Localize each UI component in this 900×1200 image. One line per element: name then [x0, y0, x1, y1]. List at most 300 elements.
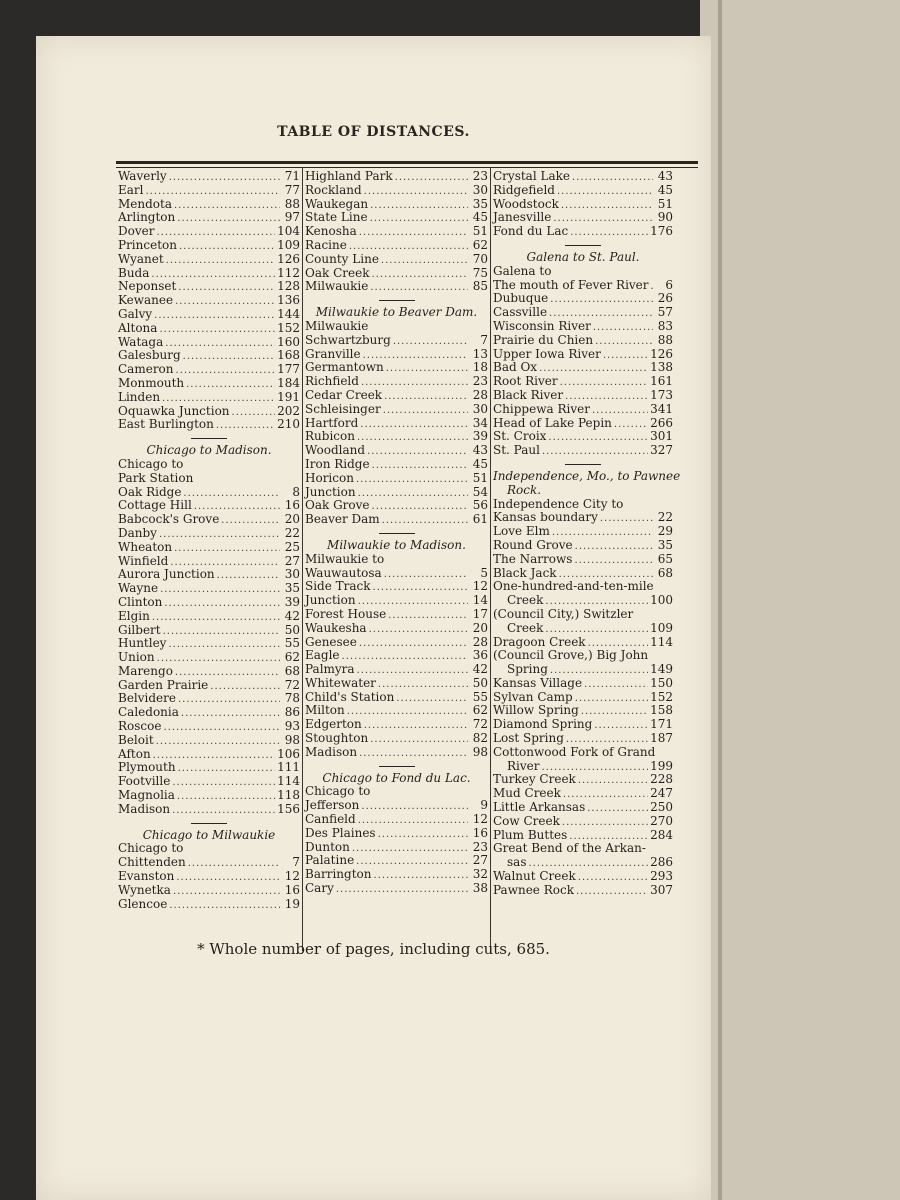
leader-dots — [570, 226, 648, 240]
distance-value: 51 — [472, 224, 488, 239]
leader-dots — [370, 199, 468, 213]
leader-dots — [166, 254, 275, 268]
distance-value: 85 — [472, 279, 488, 294]
place-name: Head of Lake Pepin — [493, 415, 612, 430]
place-name: Clinton — [118, 594, 163, 609]
distance-list — [305, 170, 488, 294]
leader-dots — [574, 554, 653, 568]
leader-dots — [154, 309, 275, 323]
place-name: East Burlington — [118, 417, 214, 432]
place-name: Elgin — [118, 608, 150, 623]
distance-entry-wrap — [493, 856, 673, 870]
place-name: Sylvan Camp — [493, 689, 573, 704]
distance-entry — [305, 594, 488, 608]
distance-entry — [118, 734, 300, 748]
place-name: Marengo — [118, 663, 173, 678]
place-name: Junction — [305, 593, 356, 608]
place-name: Canfield — [305, 812, 356, 827]
place-name: Oquawka Junction — [118, 403, 230, 418]
place-name: Evanston — [118, 869, 175, 884]
distance-entry — [118, 513, 300, 527]
distance-entry — [118, 280, 300, 294]
leader-dots — [578, 871, 648, 885]
heading-rule-thick — [116, 161, 698, 164]
leader-dots — [163, 625, 280, 639]
place-name: Forest House — [305, 606, 387, 621]
distance-entry — [118, 363, 300, 377]
distance-entry — [118, 336, 300, 350]
section-title: Chicago to Madison. — [146, 443, 272, 458]
leader-dots — [359, 226, 468, 240]
distance-value: 71 — [284, 169, 300, 183]
leader-dots — [561, 199, 653, 213]
distance-entry — [493, 444, 673, 458]
place-name: Love Elm — [493, 524, 550, 539]
distance-value: 62 — [284, 650, 300, 665]
distance-value: 70 — [472, 251, 488, 266]
place-name: Galesburg — [118, 348, 181, 363]
distance-entry — [118, 582, 300, 596]
leader-dots — [186, 378, 275, 392]
place-name: Prairie du Chien — [493, 332, 594, 347]
leader-dots — [217, 569, 280, 583]
distance-entry — [305, 718, 488, 732]
distance-entry — [493, 732, 673, 746]
section-separator — [379, 766, 415, 767]
leader-dots — [181, 707, 280, 721]
leader-dots — [372, 459, 468, 473]
route-intro: Chicago to — [305, 784, 371, 799]
entry-name-line: (Council City,) Switzler — [493, 606, 634, 621]
route-intro: Independence City to — [493, 496, 624, 511]
place-name: St. Paul — [493, 443, 540, 458]
distance-value: 144 — [277, 306, 300, 321]
distance-entry — [493, 375, 673, 389]
place-name: Danby — [118, 525, 157, 540]
distance-value: 26 — [657, 291, 673, 306]
distance-entry — [305, 486, 488, 500]
place-name: Kenosha — [305, 224, 357, 239]
leader-dots — [560, 376, 648, 390]
distance-list — [305, 799, 488, 896]
leader-dots — [595, 335, 653, 349]
distance-value: 77 — [284, 182, 300, 197]
place-name: Wauwautosa — [305, 565, 382, 580]
place-name: Milwaukie — [305, 279, 369, 294]
distance-value: 20 — [472, 620, 488, 635]
distance-entry — [305, 567, 488, 581]
distance-list — [305, 567, 488, 760]
entry-name-line: (Council Grove,) Big John — [493, 648, 649, 663]
route-intro: Park Station — [118, 470, 194, 485]
distance-value: 86 — [284, 705, 300, 720]
place-name: Buda — [118, 265, 150, 280]
place-name: Caledonia — [118, 705, 179, 720]
distance-entry — [118, 211, 300, 225]
place-name: Whitewater — [305, 675, 376, 690]
distance-value: 202 — [277, 403, 300, 418]
leader-dots — [152, 611, 280, 625]
book-page — [36, 36, 711, 1200]
distance-value: 228 — [650, 772, 673, 787]
place-name: Princeton — [118, 237, 177, 252]
distance-value: 62 — [472, 703, 488, 718]
place-name: Rockland — [305, 182, 362, 197]
distance-entry — [118, 775, 300, 789]
distance-entry — [305, 663, 488, 677]
place-name: Bad Ox — [493, 360, 538, 375]
place-name: State Line — [305, 210, 368, 225]
place-name: River — [507, 758, 540, 773]
footnote: * Whole number of pages, including cuts, 685. — [197, 940, 550, 958]
distance-list — [493, 677, 673, 746]
distance-entry — [305, 211, 488, 225]
distance-entry — [493, 773, 673, 787]
distance-entry — [493, 718, 673, 732]
leader-dots — [396, 692, 468, 706]
distance-entry — [305, 267, 488, 281]
place-name: Waverly — [118, 169, 167, 183]
distance-value: 138 — [650, 360, 673, 375]
distance-value: 23 — [472, 169, 488, 183]
leader-dots — [359, 637, 468, 651]
distance-value: 149 — [650, 662, 673, 677]
leader-dots — [188, 857, 280, 871]
place-name: Afton — [118, 746, 151, 761]
distance-value: 106 — [277, 746, 300, 761]
section-title: Independence, Mo., to Pawnee — [493, 468, 681, 483]
distance-entry — [118, 679, 300, 693]
leader-dots — [210, 680, 280, 694]
leader-dots — [593, 321, 653, 335]
leader-dots — [384, 568, 468, 582]
distance-entry — [493, 856, 673, 870]
distance-entry — [305, 854, 488, 868]
distance-value: 36 — [472, 648, 488, 663]
place-name: Wheaton — [118, 539, 173, 554]
distance-entry — [118, 267, 300, 281]
distance-value: 68 — [657, 565, 673, 580]
distance-value: 98 — [472, 744, 488, 759]
distance-entry — [305, 334, 488, 348]
leader-dots — [575, 692, 648, 706]
place-name: Dubuque — [493, 291, 549, 306]
distance-value: 341 — [650, 401, 673, 416]
distance-value: 112 — [277, 265, 300, 280]
place-name: Hartford — [305, 415, 359, 430]
distance-entry — [118, 349, 300, 363]
place-name: Beaver Dam — [305, 512, 380, 527]
route-intro: Milwaukie — [305, 318, 369, 333]
distance-entry — [118, 692, 300, 706]
distance-value: 176 — [650, 224, 673, 239]
place-name: Des Plaines — [305, 825, 376, 840]
distance-value: 83 — [657, 318, 673, 333]
place-name: Edgerton — [305, 717, 362, 732]
place-name: Glencoe — [118, 896, 168, 911]
distance-entry — [118, 294, 300, 308]
distance-entry — [493, 403, 673, 417]
distance-value: 266 — [650, 415, 673, 430]
distance-entry-wrap — [493, 622, 673, 636]
distance-entry — [118, 706, 300, 720]
entry-name-line: Cottonwood Fork of Grand — [493, 744, 656, 759]
distance-entry — [118, 541, 300, 555]
leader-dots — [388, 609, 468, 623]
distance-value: 51 — [472, 470, 488, 485]
distance-entry — [493, 225, 673, 239]
distance-entry — [305, 184, 488, 198]
distance-entry — [305, 841, 488, 855]
place-name: Linden — [118, 389, 161, 404]
distance-value: 6 — [665, 277, 673, 292]
place-name: Horicon — [305, 470, 354, 485]
distance-entry — [118, 568, 300, 582]
distance-value: 9 — [480, 798, 488, 813]
distance-value: 7 — [292, 855, 300, 870]
distance-entry — [305, 499, 488, 513]
distance-entry — [493, 870, 673, 884]
leader-dots — [177, 790, 275, 804]
place-name: Gilbert — [118, 622, 161, 637]
leader-dots — [393, 335, 468, 349]
distance-entry — [493, 306, 673, 320]
distance-value: 30 — [472, 401, 488, 416]
leader-dots — [160, 583, 280, 597]
place-name: Mud Creek — [493, 786, 561, 801]
leader-dots — [371, 268, 468, 282]
place-name: Racine — [305, 237, 347, 252]
distance-value: 152 — [650, 689, 673, 704]
place-name: Richfield — [305, 374, 359, 389]
place-name: Creek — [507, 620, 544, 635]
distance-value: 57 — [657, 305, 673, 320]
distance-entry — [305, 622, 488, 636]
place-name: Stoughton — [305, 731, 369, 746]
distance-entry — [305, 458, 488, 472]
distance-value: 160 — [277, 334, 300, 349]
distance-entry — [493, 594, 673, 608]
place-name: Side Track — [305, 579, 371, 594]
adjacent-page — [700, 0, 900, 1200]
distance-entry — [118, 884, 300, 898]
distance-value: 177 — [277, 362, 300, 377]
distance-entry — [493, 430, 673, 444]
place-name: sas — [507, 855, 527, 870]
leader-dots — [176, 364, 276, 378]
distance-value: 150 — [650, 675, 673, 690]
distance-value: 88 — [657, 332, 673, 347]
distance-entry-wrap — [493, 594, 673, 608]
distance-entry-wrap — [493, 663, 673, 677]
distance-value: 30 — [284, 567, 300, 582]
place-name: Wayne — [118, 581, 159, 596]
place-name: Wynetka — [118, 882, 171, 897]
distance-entry — [493, 622, 673, 636]
distance-value: 114 — [277, 774, 300, 789]
leader-dots — [177, 212, 280, 226]
distance-value: 16 — [284, 498, 300, 513]
distance-entry — [305, 348, 488, 362]
leader-dots — [587, 802, 648, 816]
place-name: Cary — [305, 881, 334, 896]
distance-value: 93 — [284, 719, 300, 734]
distance-value: 51 — [657, 196, 673, 211]
distance-value: 156 — [277, 801, 300, 816]
distance-entry — [118, 527, 300, 541]
distance-value: 27 — [472, 853, 488, 868]
distance-entry — [118, 637, 300, 651]
place-name: Plum Buttes — [493, 827, 568, 842]
route-intro: Chicago to — [118, 841, 184, 856]
leader-dots — [373, 869, 468, 883]
distance-value: 25 — [284, 539, 300, 554]
leader-dots — [173, 885, 280, 899]
leader-dots — [232, 406, 276, 420]
place-name: Waukegan — [305, 196, 369, 211]
place-name: Pawnee Rock — [493, 882, 574, 897]
section-separator — [379, 533, 415, 534]
distance-value: 29 — [657, 524, 673, 539]
distance-value: 35 — [657, 537, 673, 552]
distance-list — [493, 511, 673, 580]
distance-entry — [493, 211, 673, 225]
distance-entry — [118, 391, 300, 405]
leader-dots — [178, 281, 275, 295]
distance-value: 39 — [284, 594, 300, 609]
leader-dots — [159, 528, 280, 542]
distance-value: 104 — [277, 224, 300, 239]
leader-dots — [352, 842, 468, 856]
distance-value: 199 — [650, 758, 673, 773]
distance-value: 14 — [472, 593, 488, 608]
distance-value: 12 — [472, 579, 488, 594]
distance-value: 20 — [284, 512, 300, 527]
distance-entry — [118, 870, 300, 884]
distance-entry — [118, 555, 300, 569]
distance-entry — [118, 596, 300, 610]
distance-list — [493, 870, 673, 898]
section-separator — [379, 300, 415, 301]
distance-entry — [305, 636, 488, 650]
distance-entry — [493, 663, 673, 677]
distance-value: 7 — [480, 332, 488, 347]
section-title: Chicago to Milwaukie — [142, 827, 276, 842]
place-name: Highland Park — [305, 169, 393, 183]
leader-dots — [386, 362, 468, 376]
leader-dots — [358, 487, 468, 501]
distance-entry — [305, 649, 488, 663]
place-name: Little Arkansas — [493, 800, 586, 815]
distance-entry — [118, 405, 300, 419]
distance-value: 23 — [472, 374, 488, 389]
distance-entry — [118, 748, 300, 762]
distance-value: 30 — [472, 182, 488, 197]
leader-dots — [370, 281, 468, 295]
distance-value: 19 — [284, 896, 300, 911]
place-name: Wataga — [118, 334, 164, 349]
place-name: Union — [118, 650, 155, 665]
leader-dots — [557, 185, 653, 199]
place-name: Madison — [118, 801, 171, 816]
distance-entry — [493, 184, 673, 198]
distance-value: 12 — [284, 869, 300, 884]
place-name: Roscoe — [118, 719, 162, 734]
place-name: Child's Station — [305, 689, 395, 704]
distance-entry — [493, 801, 673, 815]
place-name: Plymouth — [118, 760, 176, 775]
distance-value: 35 — [472, 196, 488, 211]
distance-entry — [493, 279, 673, 293]
distance-entry — [493, 525, 673, 539]
distance-value: 161 — [650, 374, 673, 389]
place-name: Kansas boundary — [493, 510, 598, 525]
distance-value: 100 — [650, 593, 673, 608]
distance-entry — [305, 882, 488, 896]
distance-value: 28 — [472, 634, 488, 649]
leader-dots — [178, 762, 276, 776]
distance-value: 56 — [472, 498, 488, 513]
section-title: Galena to St. Paul. — [526, 249, 640, 264]
leader-dots — [347, 705, 468, 719]
distance-value: 90 — [657, 210, 673, 225]
place-name: Woodstock — [493, 196, 559, 211]
place-name: Rubicon — [305, 429, 355, 444]
distance-value: 171 — [650, 717, 673, 732]
place-name: Jefferson — [305, 798, 360, 813]
distance-entry — [305, 170, 488, 184]
distance-entry — [118, 322, 300, 336]
distance-value: 28 — [472, 387, 488, 402]
leader-dots — [553, 212, 653, 226]
place-name: Cow Creek — [493, 813, 560, 828]
place-name: Arlington — [118, 210, 176, 225]
leader-dots — [381, 254, 468, 268]
distance-entry — [118, 308, 300, 322]
distance-entry — [493, 334, 673, 348]
leader-dots — [175, 295, 275, 309]
leader-dots — [594, 719, 648, 733]
leader-dots — [221, 514, 280, 528]
distance-value: 187 — [650, 731, 673, 746]
place-name: Altona — [118, 320, 158, 335]
distance-entry — [493, 691, 673, 705]
distance-entry — [493, 553, 673, 567]
distance-value: 13 — [472, 346, 488, 361]
column-3 — [493, 169, 681, 898]
place-name: The mouth of Fever River — [493, 277, 649, 292]
place-name: Kansas Village — [493, 675, 583, 690]
place-name: Wyanet — [118, 251, 164, 266]
distance-entry — [305, 813, 488, 827]
leader-dots — [172, 776, 275, 790]
distance-entry — [493, 389, 673, 403]
place-name: Chittenden — [118, 855, 186, 870]
distance-entry — [493, 760, 673, 774]
distance-value: 16 — [472, 825, 488, 840]
distance-value: 88 — [284, 196, 300, 211]
distance-entry — [305, 799, 488, 813]
section-title: Chicago to Fond du Lac. — [322, 770, 471, 785]
entry-name-line: One-hundred-and-ten-mile — [493, 579, 654, 594]
leader-dots — [575, 540, 653, 554]
distance-entry — [118, 418, 300, 432]
leader-dots — [372, 500, 468, 514]
leader-dots — [357, 431, 468, 445]
distance-value: 43 — [472, 443, 488, 458]
leader-dots — [542, 445, 648, 459]
distance-value: 270 — [650, 813, 673, 828]
